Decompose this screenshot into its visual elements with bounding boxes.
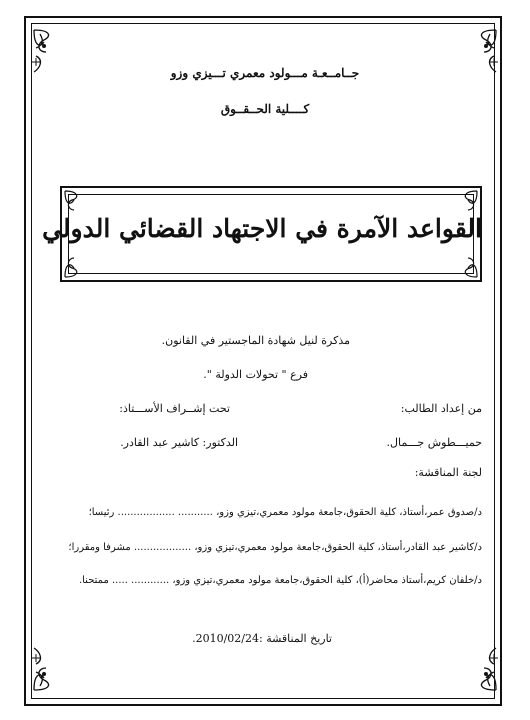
committee-member: د/صدوق عمر،أستاذ، كلية الحقوق،جامعة مولود معمري،تيزي وزو، ........... .................. رئيسا؛ xyxy=(88,507,482,518)
title-corner-ornament-icon xyxy=(62,188,88,214)
thesis-title: القواعد الآمرة في الاجتهاد القضائي الدولي xyxy=(42,214,482,243)
title-corner-ornament-icon xyxy=(454,188,480,214)
supervisor-name: الدكتور: كاشير عبد القادر. xyxy=(120,436,238,449)
page-border-inner xyxy=(31,23,495,699)
committee-member: د/خلفان كريم،أستاذ محاضر(أ)، كلية الحقوق،جامعة مولود معمري،تيزي وزو، ............ ..... ممتحنا. xyxy=(78,575,482,586)
defense-date: تاريخ المناقشة :2010/02/24. xyxy=(192,632,332,645)
prepared-by-label: من إعداد الطالب: xyxy=(400,402,482,415)
supervision-label: تحت إشــراف الأســـتاذ: xyxy=(119,402,230,415)
thesis-purpose: مذكرة لنيل شهادة الماجستير في القانون. xyxy=(161,334,350,347)
committee-member: د/كاشير عبد القادر،أستاذ، كلية الحقوق،جامعة مولود معمري،تيزي وزو، .................. مشرفا ومقررا؛ xyxy=(68,542,482,553)
faculty-name: كــــلية الحــقــوق xyxy=(220,102,310,116)
thesis-branch: فرع " تحولات الدولة ". xyxy=(203,368,308,381)
corner-ornament-icon xyxy=(30,644,58,694)
title-frame xyxy=(42,186,482,282)
student-name: حميـــطوش جـــمال. xyxy=(386,436,482,449)
university-name: جــامــعـة مـــولود معمري تـــيزي وزو xyxy=(170,66,360,80)
title-corner-ornament-icon xyxy=(454,254,480,280)
corner-ornament-icon xyxy=(472,644,500,694)
committee-label: لجنة المناقشة: xyxy=(414,466,482,479)
title-corner-ornament-icon xyxy=(62,254,88,280)
